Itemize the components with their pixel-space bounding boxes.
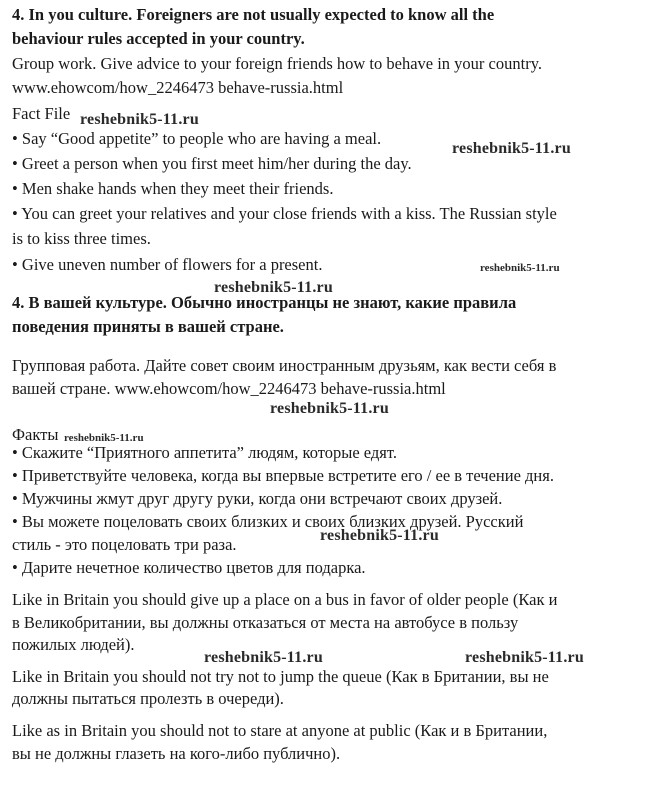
watermark: reshebnik5-11.ru xyxy=(64,432,144,444)
bullet-ru-3: • Мужчины жмут друг другу руки, когда они встречают своих друзей. xyxy=(12,489,503,508)
heading-ru-line-1: 4. В вашей культуре. Обычно иностранцы не знают, какие правила xyxy=(12,293,517,312)
task-en-line-1: Group work. Give advice to your foreign friends how to behave in your country. xyxy=(12,54,542,73)
bullet-en-5: • Give uneven number of flowers for a present. xyxy=(12,255,323,274)
fact-file-label: Fact File xyxy=(12,104,71,123)
answer-1-line-1: Like in Britain you should give up a place on a bus in favor of older people (Как и xyxy=(12,590,558,609)
watermark: reshebnik5-11.ru xyxy=(465,649,584,666)
bullet-ru-1: • Скажите “Приятного аппетита” людям, которые едят. xyxy=(12,443,397,462)
watermark: reshebnik5-11.ru xyxy=(80,111,199,128)
answer-1-line-2: в Великобритании, вы должны отказаться от места на автобусе в пользу xyxy=(12,613,519,632)
bullet-en-4: • You can greet your relatives and your close friends with a kiss. The Russian style xyxy=(12,204,557,223)
watermark: reshebnik5-11.ru xyxy=(270,400,389,417)
watermark: reshebnik5-11.ru xyxy=(480,262,560,274)
watermark: reshebnik5-11.ru xyxy=(214,279,333,296)
bullet-en-2: • Greet a person when you first meet him/her during the day. xyxy=(12,154,412,173)
bullet-ru-4: • Вы можете поцеловать своих близких и своих близких друзей. Русский xyxy=(12,512,524,531)
answer-1-line-3: пожилых людей). xyxy=(12,635,135,654)
answer-3-line-2: вы не должны глазеть на кого-либо публично). xyxy=(12,744,341,763)
watermark: reshebnik5-11.ru xyxy=(452,140,571,157)
task-en-line-2: www.ehowcom/how_2246473 behave-russia.html xyxy=(12,78,344,97)
task-ru-line-1: Групповая работа. Дайте совет своим иностранным друзьям, как вести себя в xyxy=(12,356,557,375)
bullet-ru-2: • Приветствуйте человека, когда вы впервые встретите его / ее в течение дня. xyxy=(12,466,554,485)
heading-en-line-1: 4. In you culture. Foreigners are not usually expected to know all the xyxy=(12,5,495,24)
bullet-ru-4-cont: стиль - это поцеловать три раза. xyxy=(12,535,237,554)
bullet-ru-5: • Дарите нечетное количество цветов для подарка. xyxy=(12,558,366,577)
task-ru-line-2: вашей стране. www.ehowcom/how_2246473 behave-russia.html xyxy=(12,379,446,398)
answer-2-line-1: Like in Britain you should not try not to jump the queue (Как в Британии, вы не xyxy=(12,667,549,686)
facts-label-ru: Факты xyxy=(12,425,59,444)
heading-en-line-2: behaviour rules accepted in your country. xyxy=(12,29,305,48)
watermark: reshebnik5-11.ru xyxy=(320,527,439,544)
watermark: reshebnik5-11.ru xyxy=(204,649,323,666)
bullet-en-1: • Say “Good appetite” to people who are having a meal. xyxy=(12,129,382,148)
bullet-en-4-cont: is to kiss three times. xyxy=(12,229,151,248)
answer-2-line-2: должны пытаться пролезть в очереди). xyxy=(12,689,284,708)
heading-ru-line-2: поведения приняты в вашей стране. xyxy=(12,317,284,336)
answer-3-line-1: Like as in Britain you should not to stare at anyone at public (Как и в Британии, xyxy=(12,721,548,740)
bullet-en-3: • Men shake hands when they meet their friends. xyxy=(12,179,334,198)
